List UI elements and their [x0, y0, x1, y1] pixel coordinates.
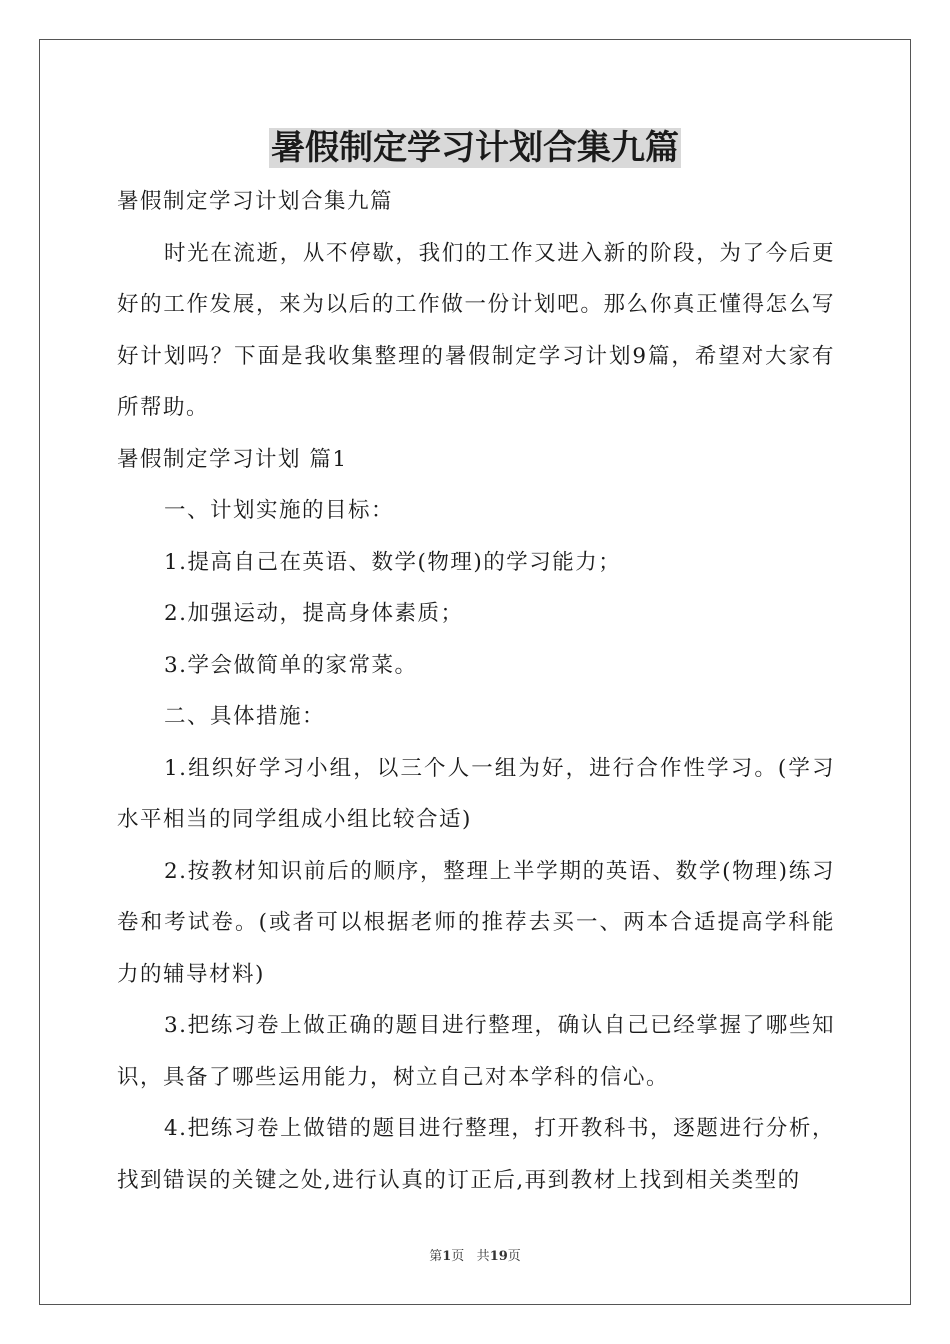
paragraph: 一、计划实施的目标：	[164, 498, 395, 523]
list-item: 4.把练习卷上做错的题目进行整理，打开教科书，逐题进行分析，找到错误的关键之处,进行认真的订正后,再到教材上找到相关类型的	[117, 1116, 835, 1193]
current-page-number: 1	[442, 1249, 452, 1264]
list-item: 3.学会做简单的家常菜。	[164, 652, 418, 678]
paragraph: 二、具体措施：	[164, 704, 326, 729]
section-heading: 暑假制定学习计划 篇1	[117, 446, 348, 472]
paragraph: 时光在流逝，从不停歇，我们的工作又进入新的阶段，为了今后更好的工作发展，来为以后的工作做一份计划吧。那么你真正懂得怎么写好计划吗？下面是我收集整理的暑假制定学习计划9篇，希望对大家有所帮助。	[117, 240, 835, 420]
document-title-text: 暑假制定学习计划合集九篇	[271, 128, 679, 168]
total-prefix: 共	[476, 1249, 490, 1264]
list-item: 1.提高自己在英语、数学(物理)的学习能力；	[164, 549, 622, 575]
list-item: 1.组织好学习小组，以三个人一组为好，进行合作性学习。(学习水平相当的同学组成小组比较合适)	[117, 755, 835, 832]
page-suffix: 页	[451, 1249, 465, 1264]
list-item: 2.加强运动，提高身体素质；	[164, 601, 464, 626]
list-item: 3.把练习卷上做正确的题目进行整理，确认自己已经掌握了哪些知识，具备了哪些运用能力，树立自己对本学科的信心。	[117, 1013, 835, 1090]
document-title	[0, 124, 950, 172]
page-prefix: 第	[429, 1249, 443, 1264]
total-page-count: 19	[489, 1249, 508, 1264]
paragraph: 暑假制定学习计划合集九篇	[117, 189, 394, 214]
total-suffix: 页	[507, 1249, 521, 1264]
page-footer	[0, 1248, 950, 1266]
document-body	[117, 176, 835, 1206]
list-item: 2.按教材知识前后的顺序，整理上半学期的英语、数学(物理)练习卷和考试卷。(或者可以根据老师的推荐去买一、两本合适提高学科能力的辅导材料)	[117, 858, 835, 987]
